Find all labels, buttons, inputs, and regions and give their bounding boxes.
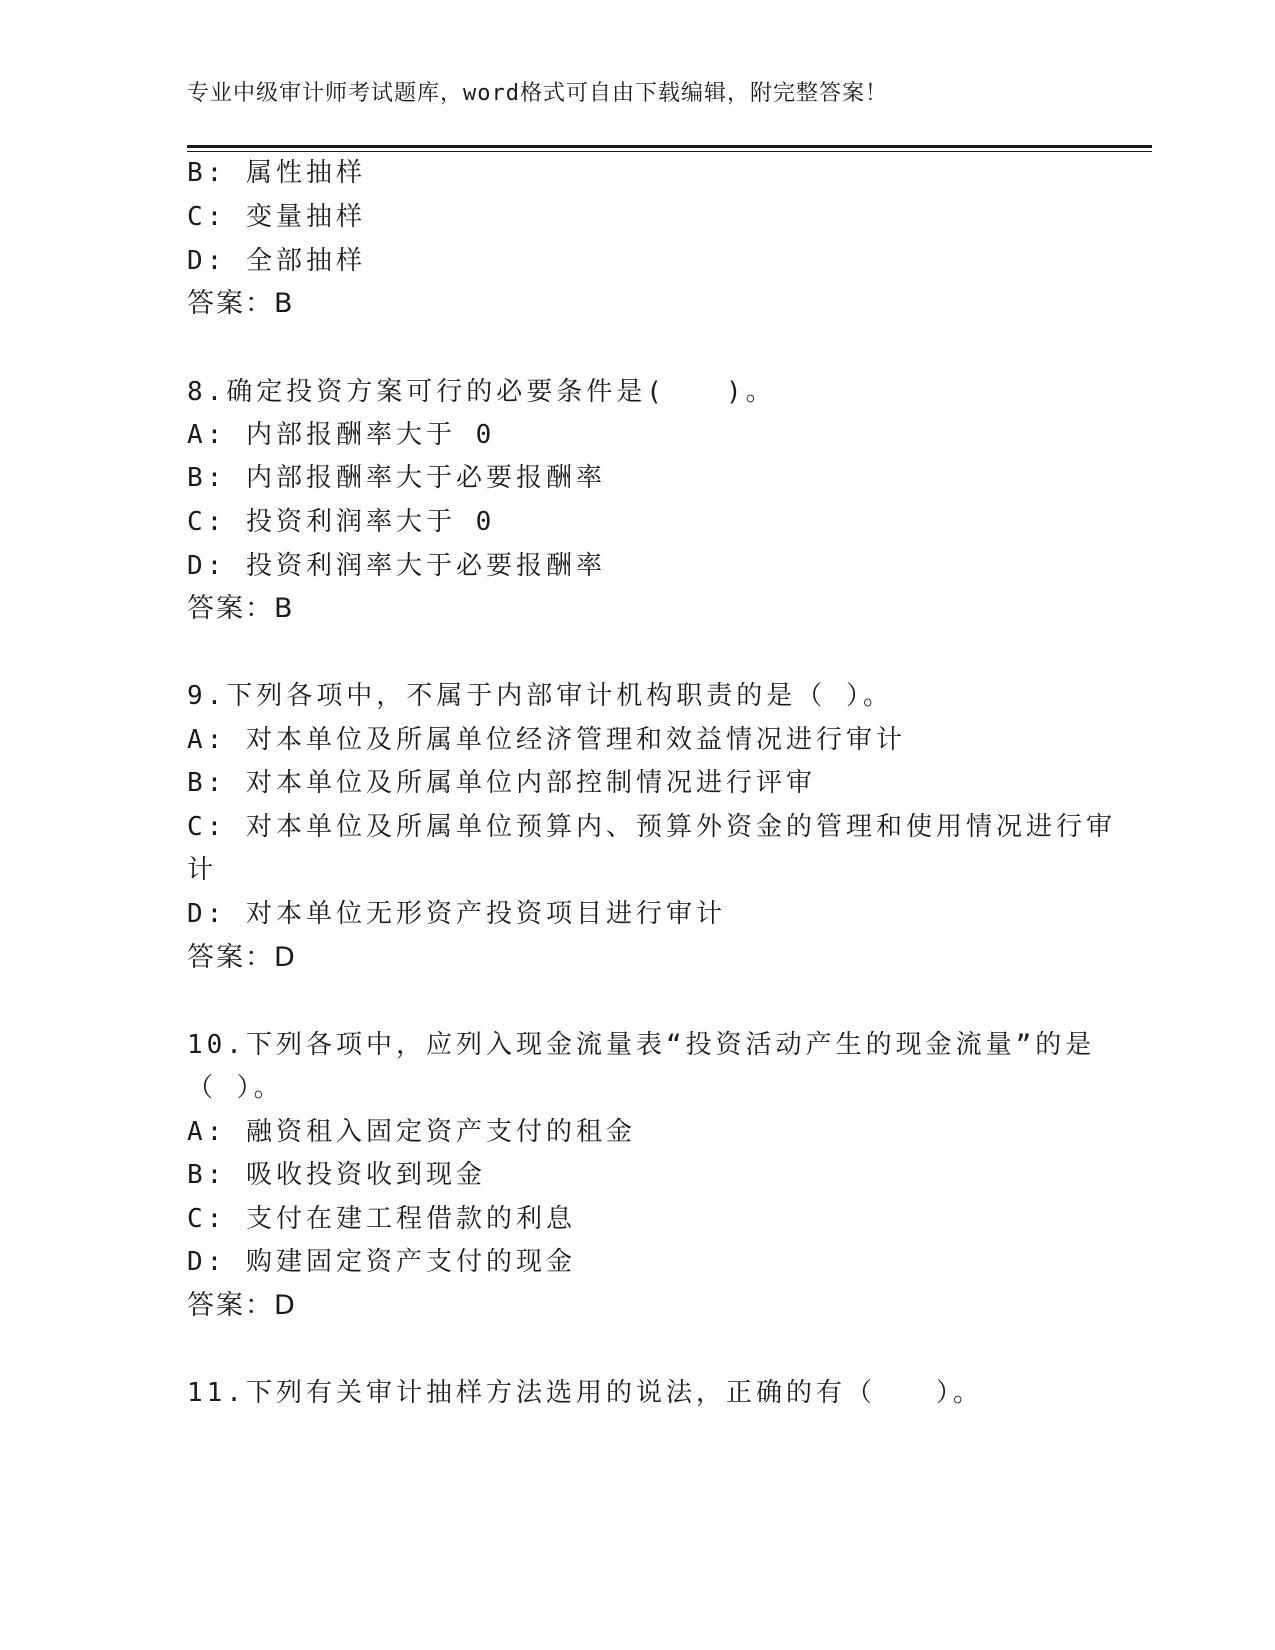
q8-option-d: D: 投资利润率大于必要报酬率	[187, 551, 606, 581]
q10-question-continued: （ ）。	[187, 1073, 284, 1103]
q11-question: 11.下列有关审计抽样方法选用的说法，正确的有（ ）。	[187, 1378, 983, 1408]
q7-option-b: B: 属性抽样	[187, 158, 366, 188]
q8-question: 8.确定投资方案可行的必要条件是( )。	[187, 377, 776, 407]
q10-question: 10.下列各项中，应列入现金流量表“投资活动产生的现金流量”的是	[187, 1030, 1096, 1060]
q8-option-a: A: 内部报酬率大于 0	[187, 420, 496, 450]
q9-question: 9.下列各项中，不属于内部审计机构职责的是（ ）。	[187, 681, 893, 711]
q7-answer: 答案：B	[187, 288, 295, 319]
q10-option-d: D: 购建固定资产支付的现金	[187, 1247, 576, 1277]
q8-answer: 答案：B	[187, 593, 295, 624]
q9-answer: 答案：D	[187, 942, 297, 973]
q9-option-c: C: 对本单位及所属单位预算内、预算外资金的管理和使用情况进行审	[187, 812, 1116, 842]
q9-option-c-continued: 计	[187, 855, 218, 885]
q10-option-a: A: 融资租入固定资产支付的租金	[187, 1117, 636, 1147]
q8-option-c: C: 投资利润率大于 0	[187, 507, 496, 537]
q7-option-c: C: 变量抽样	[187, 202, 366, 232]
q7-option-d: D: 全部抽样	[187, 246, 366, 276]
page-header: 专业中级审计师考试题库，word格式可自由下载编辑，附完整答案！	[187, 81, 888, 106]
q10-option-b: B: 吸收投资收到现金	[187, 1160, 486, 1190]
header-divider-thin	[187, 151, 1152, 152]
q9-option-a: A: 对本单位及所属单位经济管理和效益情况进行审计	[187, 725, 906, 755]
q10-answer: 答案：D	[187, 1290, 297, 1321]
q9-option-d: D: 对本单位无形资产投资项目进行审计	[187, 899, 726, 929]
q8-option-b: B: 内部报酬率大于必要报酬率	[187, 463, 606, 493]
q9-option-b: B: 对本单位及所属单位内部控制情况进行评审	[187, 768, 816, 798]
header-divider	[187, 145, 1152, 148]
q10-option-c: C: 支付在建工程借款的利息	[187, 1204, 576, 1234]
